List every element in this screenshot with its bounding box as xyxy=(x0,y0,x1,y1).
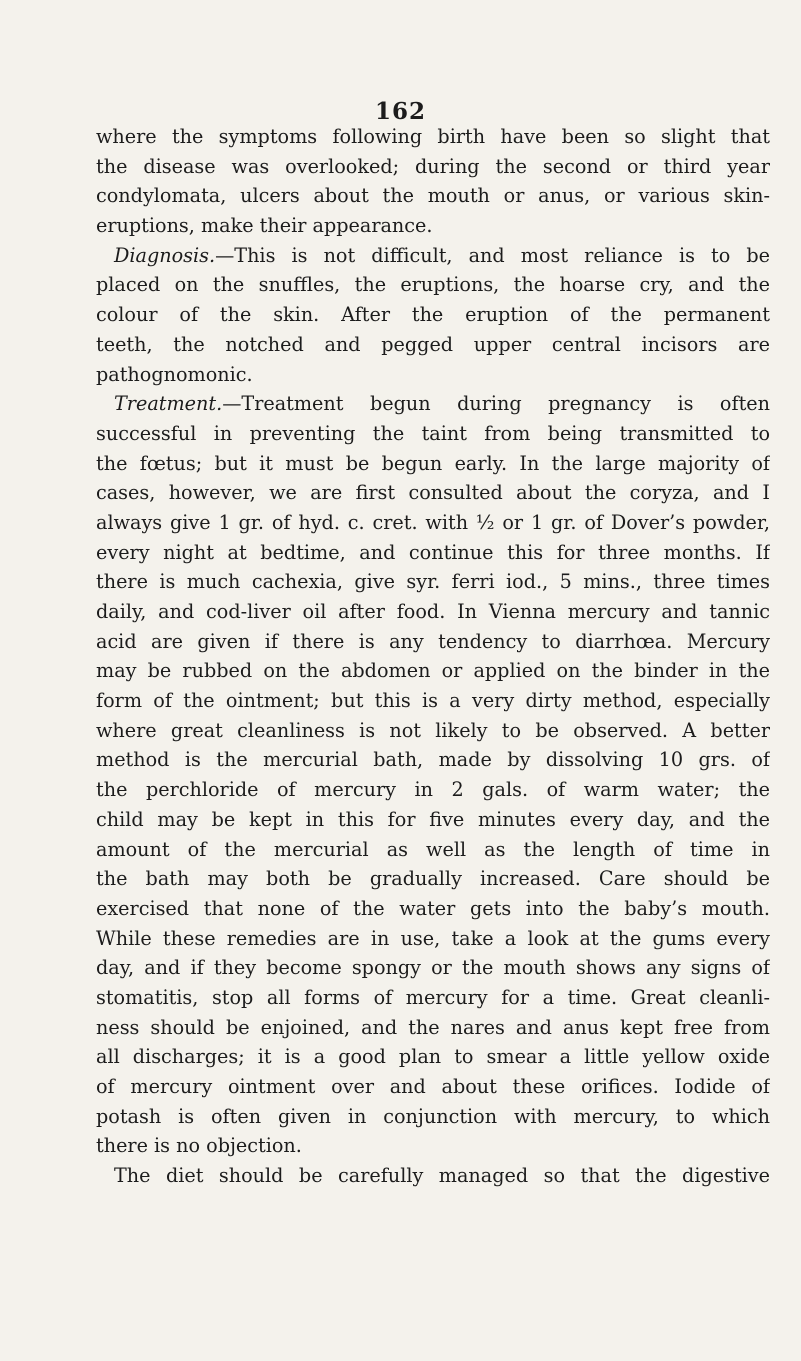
text-line: there is no objection. xyxy=(96,1134,302,1158)
text-line xyxy=(96,389,770,419)
paragraph-diet xyxy=(96,1161,770,1191)
text-line: amount of the mercurial as well as the length of time in xyxy=(96,837,770,861)
text-line: the perchloride of mercury in 2 gals. of warm water; the xyxy=(96,778,770,802)
text-line: the fœtus; but it must be begun early. In the large majority of xyxy=(96,451,770,475)
text-line: stomatitis, stop all forms of mercury for a time. Great cleanli- xyxy=(96,985,770,1009)
text-line: may be rubbed on the abdomen or applied on the binder in the xyxy=(96,659,770,683)
paragraph-diagnosis xyxy=(96,241,770,389)
text-line: where great cleanliness is not likely to be observed. A better xyxy=(96,718,770,742)
text-line: acid are given if there is any tendency to diarrhœa. Mercury xyxy=(96,629,770,653)
text-line: day, and if they become spongy or the mouth shows any signs of xyxy=(96,956,770,980)
text-line: child may be kept in this for five minutes every day, and the xyxy=(96,807,770,831)
text-line: daily, and cod-liver oil after food. In Vienna mercury and tannic xyxy=(96,600,770,623)
paragraph-treatment xyxy=(96,389,770,1161)
text-run: —Treatment begun during pregnancy is often xyxy=(222,392,770,416)
text-line: eruptions, make their appearance. xyxy=(96,214,433,238)
paragraph-symptoms xyxy=(96,122,770,241)
text-line: every night at bedtime, and continue this for three months. If xyxy=(96,540,770,564)
text-line: there is much cachexia, give syr. ferri iod., 5 mins., three times xyxy=(96,570,770,594)
text-line: always give 1 gr. of hyd. c. cret. with ½ or 1 gr. of Dover’s powder, xyxy=(96,510,770,534)
text-line: the bath may both be gradually increased. Care should be xyxy=(96,867,770,891)
text-line: The diet should be carefully managed so that the digestive xyxy=(114,1164,770,1188)
text-line: teeth, the notched and pegged upper central incisors are xyxy=(96,332,770,356)
text-line: ness should be enjoined, and the nares and anus kept free from xyxy=(96,1015,770,1039)
text-line: of mercury ointment over and about these orifices. Iodide of xyxy=(96,1075,770,1098)
text-line: where the symptoms following birth have been so slight that xyxy=(96,125,770,148)
text-line: exercised that none of the water gets into the baby’s mouth. xyxy=(96,896,770,920)
text-line: potash is often given in conjunction with mercury, to which xyxy=(96,1104,770,1128)
text-line: While these remedies are in use, take a look at the gums every xyxy=(96,926,770,950)
text-line: the disease was overlooked; during the second or third year xyxy=(96,154,770,178)
text-line: method is the mercurial bath, made by dissolving 10 grs. of xyxy=(96,748,770,772)
text-line: successful in preventing the taint from being transmitted to xyxy=(96,421,770,445)
body-text xyxy=(96,122,770,1191)
text-line xyxy=(96,241,770,271)
text-line: colour of the skin. After the eruption of the permanent xyxy=(96,303,770,327)
text-line: placed on the snuffles, the eruptions, the hoarse cry, and the xyxy=(96,273,770,297)
text-line: pathognomonic. xyxy=(96,362,253,386)
text-line: condylomata, ulcers about the mouth or anus, or various skin- xyxy=(96,184,770,208)
text-run: —This is not difficult, and most reliance is to be xyxy=(215,243,770,267)
section-heading-treatment: Treatment. xyxy=(114,392,223,416)
text-line: cases, however, we are first consulted about the coryza, and I xyxy=(96,481,770,505)
section-heading-diagnosis: Diagnosis. xyxy=(114,243,216,267)
text-line: form of the ointment; but this is a very dirty method, especially xyxy=(96,689,770,713)
text-line: all discharges; it is a good plan to smear a little yellow oxide xyxy=(96,1045,770,1069)
page-number: 162 xyxy=(374,98,426,125)
